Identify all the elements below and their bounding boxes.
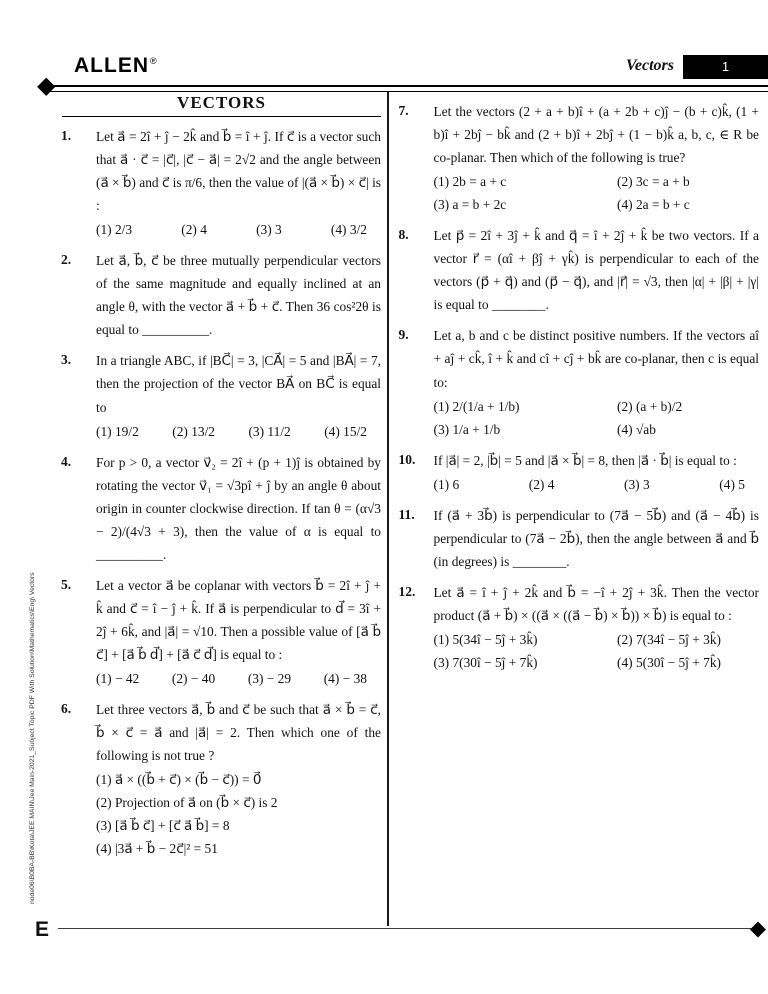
question-text: If (a⃗ + 3b⃗) is perpendicular to (7a⃗ − 5b⃗) and (a⃗ − 4b⃗) is perpendicular to (7a⃗ − 2b⃗), then the angle between a⃗ and b⃗ (in degrees) is ________.: [433, 507, 759, 569]
question-body: [96, 249, 387, 341]
question-columns: [60, 92, 765, 926]
question-text: If |a⃗| = 2, |b⃗| = 5 and |a⃗ × b⃗| = 8, then |a⃗ · b⃗| is equal to :: [433, 452, 737, 468]
question-body: [434, 100, 766, 216]
question-item: [60, 125, 387, 241]
question-body: [96, 574, 387, 690]
question-number: 11.: [398, 506, 415, 522]
option: (1) 2/3: [96, 222, 133, 238]
question-text: Let a, b and c be distinct positive numbers. If the vectors aî + aĵ + ck̂, î + k̂ and cî + cĵ + bk̂ are co-planar, then c is equal to:: [433, 328, 759, 390]
question-number: 3.: [61, 352, 72, 368]
question-text: Let a⃗ = 2î + ĵ − 2k̂ and b⃗ = î + ĵ. If c⃗ is a vector such that a⃗ · c⃗ = |c⃗|, |c⃗ − a⃗| = 2√2 and the angle between (a⃗ × b⃗) and c⃗ is π/6, then the value of |(a⃗ × b⃗) × c⃗| is :: [96, 129, 381, 214]
question-number: 10.: [398, 451, 416, 467]
page-title: VECTORS: [62, 93, 381, 117]
question-body: [434, 449, 766, 496]
question-text: Let the vectors (2 + a + b)î + (a + 2b + c)ĵ − (b + c)k̂, (1 + b)î + 2bĵ − bk̂ and (2 + b)î + 2bĵ + (1 − b)k̂ a, b, c, ∈ R be co-planar. Then which of the following is true?: [433, 104, 759, 166]
allen-logo-text: ALLEN: [74, 54, 149, 77]
question-body: [96, 349, 387, 442]
option: (2) − 40: [171, 671, 216, 687]
option: (3) [a⃗ b⃗ c⃗] + [c⃗ a⃗ b⃗] = 8: [96, 818, 230, 834]
option: (2) (a + b)/2: [617, 398, 683, 414]
question-body: [434, 324, 766, 440]
option: (1) a⃗ × ((b⃗ + c⃗) × (b⃗ − c⃗)) = 0⃗: [96, 772, 262, 788]
question-number: 8.: [398, 227, 409, 243]
right-question-list: [398, 92, 766, 674]
option: (1) 6: [433, 476, 460, 492]
question-item: [60, 349, 387, 442]
question-options: [96, 420, 381, 443]
question-item: [60, 698, 387, 860]
question-item: [398, 581, 766, 674]
option: (1) 2b = a + c: [433, 174, 507, 190]
option: (4) 3/2: [330, 222, 367, 238]
question-item: [398, 224, 766, 316]
question-text: For p > 0, a vector v⃗₂ = 2î + (p + 1)ĵ is obtained by rotating the vector v⃗₁ = √3pî + ĵ by an angle θ about origin in counter clockwise direction. If tan θ = (α√3 − 2)/(4√3 + 3), then the value of α is equal to __________.: [96, 454, 381, 562]
option: (2) Projection of a⃗ on (b⃗ × c⃗) is 2: [96, 795, 278, 811]
question-item: [398, 504, 766, 573]
question-body: [434, 581, 766, 674]
question-text: In a triangle ABC, if |BC⃗| = 3, |CA⃗| = 5 and |BA⃗| = 7, then the projection of the vector BA⃗ on BC⃗ is equal to: [96, 353, 381, 415]
option: (4) − 38: [323, 671, 367, 687]
sidebar-file-path: node06\B0BA-BB\Kota\JEE MAIN\Jee Main-2021_Subject Topic PDF With Solution\Mathematics\Eng\ Vectors: [29, 572, 36, 904]
question-item: [60, 249, 387, 341]
page-number-badge: 1: [683, 55, 768, 79]
option: (1) 2/(1/a + 1/b): [433, 398, 520, 414]
question-number: 2.: [61, 252, 72, 268]
question-item: [398, 449, 766, 496]
option: (2) 13/2: [172, 423, 216, 439]
question-number: 7.: [398, 103, 409, 118]
question-number: 9.: [398, 327, 409, 343]
option: (4) 2a = b + c: [617, 197, 690, 213]
option: (1) 19/2: [96, 423, 139, 439]
option: (3) 11/2: [248, 423, 291, 439]
question-number: 12.: [398, 583, 416, 599]
registered-mark: ®: [150, 56, 158, 66]
option: (3) a = b + 2c: [433, 197, 507, 213]
question-body: [434, 224, 766, 316]
question-body: [434, 504, 766, 573]
allen-logo: [74, 54, 158, 78]
question-text: Let a⃗, b⃗, c⃗ be three mutually perpendicular vectors of the same magnitude and equally inclined at an angle θ, with the vector a⃗ + b⃗ + c⃗. Then 36 cos²2θ is equal to __________.: [96, 253, 381, 338]
option: (1) 5(34î − 5ĵ + 3k̂): [433, 631, 538, 647]
right-column: [389, 92, 766, 926]
option: (3) 1/a + 1/b: [433, 421, 501, 437]
option: (3) 3: [624, 476, 650, 492]
option: (4) 5(30î − 5ĵ + 7k̂): [617, 655, 721, 671]
option: (3) 3: [256, 222, 282, 238]
question-text: Let three vectors a⃗, b⃗ and c⃗ be such that a⃗ × b⃗ = c⃗, b⃗ × c⃗ = a⃗ and |a⃗| = 2. Then which one of the following is not true ?: [96, 702, 381, 764]
question-text: Let p⃗ = 2î + 3ĵ + k̂ and q⃗ = î + 2ĵ + k̂ be two vectors. If a vector r⃗ = (αî + βĵ + γk̂) is perpendicular to each of the vectors (p⃗ + q⃗) and (p⃗ − q⃗), and |r⃗| = √3, then |α| + |β| + |γ| is equal to ________.: [433, 228, 759, 313]
question-text: Let a vector a⃗ be coplanar with vectors b⃗ = 2î + ĵ + k̂ and c⃗ = î − ĵ + k̂. If a⃗ is perpendicular to d⃗ = 3î + 2ĵ + 6k̂, and |a⃗| = √10. Then a possible value of [a⃗ b⃗ c⃗] + [a⃗ b⃗ d⃗] + [a⃗ c⃗ d⃗] is equal to :: [96, 577, 381, 662]
question-options: [434, 473, 760, 496]
question-text: Let a⃗ = î + ĵ + 2k̂ and b⃗ = −î + 2ĵ + 3k̂. Then the vector product (a⃗ + b⃗) × ((a⃗ × ((a⃗ − b⃗) × b⃗)) × b⃗) is equal to :: [433, 584, 759, 623]
header-double-rule: [46, 85, 768, 92]
question-options: [96, 667, 381, 690]
question-options: [96, 218, 381, 241]
diamond-icon: ◆: [749, 916, 766, 940]
question-number: 4.: [61, 453, 72, 469]
question-options: [434, 395, 760, 441]
option: (2) 4: [181, 222, 207, 238]
question-item: [60, 451, 387, 566]
option: (3) − 29: [247, 671, 292, 687]
option: (1) − 42: [96, 671, 140, 687]
option: (4) √ab: [617, 421, 656, 437]
option: (4) 15/2: [324, 423, 367, 439]
question-body: [96, 698, 387, 860]
option: (3) 7(30î − 5ĵ + 7k̂): [433, 655, 538, 671]
question-body: [96, 125, 387, 241]
question-number: 6.: [61, 701, 72, 717]
question-item: [60, 574, 387, 690]
left-question-list: [60, 117, 387, 860]
diamond-icon: ◆: [37, 73, 56, 99]
option: (4) |3a⃗ + b⃗ − 2c⃗|² = 51: [96, 841, 218, 857]
question-options: [434, 170, 760, 216]
question-options: [434, 628, 760, 674]
left-column: [60, 92, 387, 926]
question-item: [398, 100, 766, 216]
option: (2) 3c = a + b: [617, 174, 690, 190]
question-options: [96, 768, 381, 860]
option: (2) 4: [528, 476, 555, 492]
option: (2) 7(34î − 5ĵ + 3k̂): [617, 631, 721, 647]
question-item: [398, 324, 766, 440]
question-number: 1.: [61, 128, 72, 143]
option: (4) 5: [719, 476, 745, 492]
header-topic-label: Vectors: [626, 57, 674, 74]
edition-label: E: [35, 918, 50, 941]
question-number: 5.: [61, 576, 72, 592]
footer-rule: [58, 928, 751, 930]
question-body: [96, 451, 387, 566]
